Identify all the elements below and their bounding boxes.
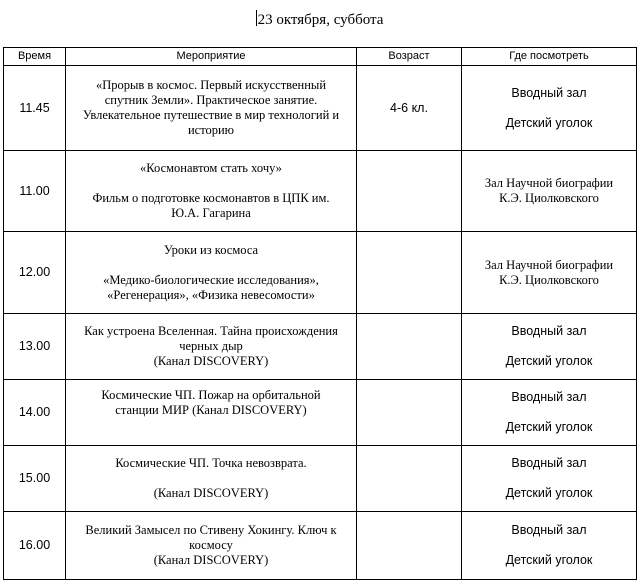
where-line: Детский уголок	[505, 354, 593, 368]
where-line: Вводный зал	[511, 324, 587, 338]
event-line: Космические ЧП. Пожар на орбитальной	[101, 388, 321, 402]
schedule-table	[3, 47, 637, 580]
table-row	[4, 512, 637, 580]
where-line: Вводный зал	[511, 85, 587, 100]
row-where	[462, 380, 637, 446]
table-row	[4, 232, 637, 314]
table-row	[4, 151, 637, 232]
row-where	[462, 232, 637, 314]
row-time: 11.00	[4, 151, 66, 232]
row-time: 11.45	[4, 66, 66, 151]
row-time: 12.00	[4, 232, 66, 314]
header-where: Где посмотреть	[462, 48, 637, 66]
row-event	[66, 446, 357, 512]
header-event: Мероприятие	[66, 48, 357, 66]
row-age	[357, 314, 462, 380]
row-event	[66, 151, 357, 232]
table-row	[4, 66, 637, 151]
event-line: (Канал DISCOVERY)	[153, 486, 269, 500]
row-time: 15.00	[4, 446, 66, 512]
row-event	[66, 66, 357, 151]
row-where	[462, 66, 637, 151]
table-row	[4, 314, 637, 380]
where-line: К.Э. Циолковского	[499, 191, 599, 205]
row-where	[462, 446, 637, 512]
event-line: Великий Замысел по Стивену Хокингу. Ключ к	[85, 523, 337, 537]
event-line: «Прорыв в космос. Первый искусственный	[95, 78, 327, 92]
event-line: космосу	[189, 538, 233, 552]
row-age	[357, 446, 462, 512]
row-age	[357, 232, 462, 314]
event-line: спутник Земли». Практическое занятие.	[104, 93, 318, 107]
event-line: «Космонавтом стать хочу»	[140, 161, 282, 175]
row-event	[66, 380, 357, 446]
table-header-row	[4, 48, 637, 66]
page-title-text: 23 октября, суббота	[257, 12, 384, 28]
where-line: Зал Научной биографии	[484, 257, 614, 272]
event-line: Ю.А. Гагарина	[171, 206, 251, 220]
row-age	[357, 380, 462, 446]
event-line: Фильм о подготовке космонавтов в ЦПК им.	[92, 191, 330, 205]
row-where	[462, 314, 637, 380]
row-event	[66, 512, 357, 580]
event-line: Космические ЧП. Точка невозврата.	[115, 456, 307, 470]
event-line: черных дыр	[179, 339, 243, 353]
table-row	[4, 446, 637, 512]
event-line: (Канал DISCOVERY)	[153, 354, 269, 368]
table-row	[4, 380, 637, 446]
where-line: Детский уголок	[505, 420, 593, 434]
where-line: Детский уголок	[505, 553, 593, 567]
event-line: Увлекательное путешествие в мир технологий и	[82, 108, 340, 122]
where-line: Детский уголок	[505, 486, 593, 500]
row-time: 13.00	[4, 314, 66, 380]
header-age: Возраст	[357, 48, 462, 66]
where-line: Зал Научной биографии	[484, 176, 614, 190]
where-line: К.Э. Циолковского	[499, 272, 599, 287]
row-age	[357, 151, 462, 232]
row-where	[462, 512, 637, 580]
page-title	[0, 10, 639, 29]
row-age	[357, 512, 462, 580]
event-line: «Регенерация», «Физика невесомости»	[107, 287, 315, 302]
row-event	[66, 232, 357, 314]
where-line: Детский уголок	[505, 115, 593, 130]
event-line: «Медико-биологические исследования»,	[103, 272, 319, 287]
header-time: Время	[4, 48, 66, 66]
event-line: Как устроена Вселенная. Тайна происхождения	[84, 324, 338, 338]
event-line: историю	[187, 123, 235, 137]
where-line: Вводный зал	[511, 456, 587, 470]
where-line: Вводный зал	[511, 390, 587, 404]
event-line: (Канал DISCOVERY)	[153, 553, 269, 567]
event-line: станции МИР (Канал DISCOVERY)	[115, 403, 307, 417]
text-cursor	[256, 10, 257, 26]
row-where	[462, 151, 637, 232]
row-time: 14.00	[4, 380, 66, 446]
row-age: 4-6 кл.	[357, 66, 462, 151]
row-time: 16.00	[4, 512, 66, 580]
where-line: Вводный зал	[511, 523, 587, 537]
event-line: Уроки из космоса	[163, 242, 259, 257]
row-event	[66, 314, 357, 380]
